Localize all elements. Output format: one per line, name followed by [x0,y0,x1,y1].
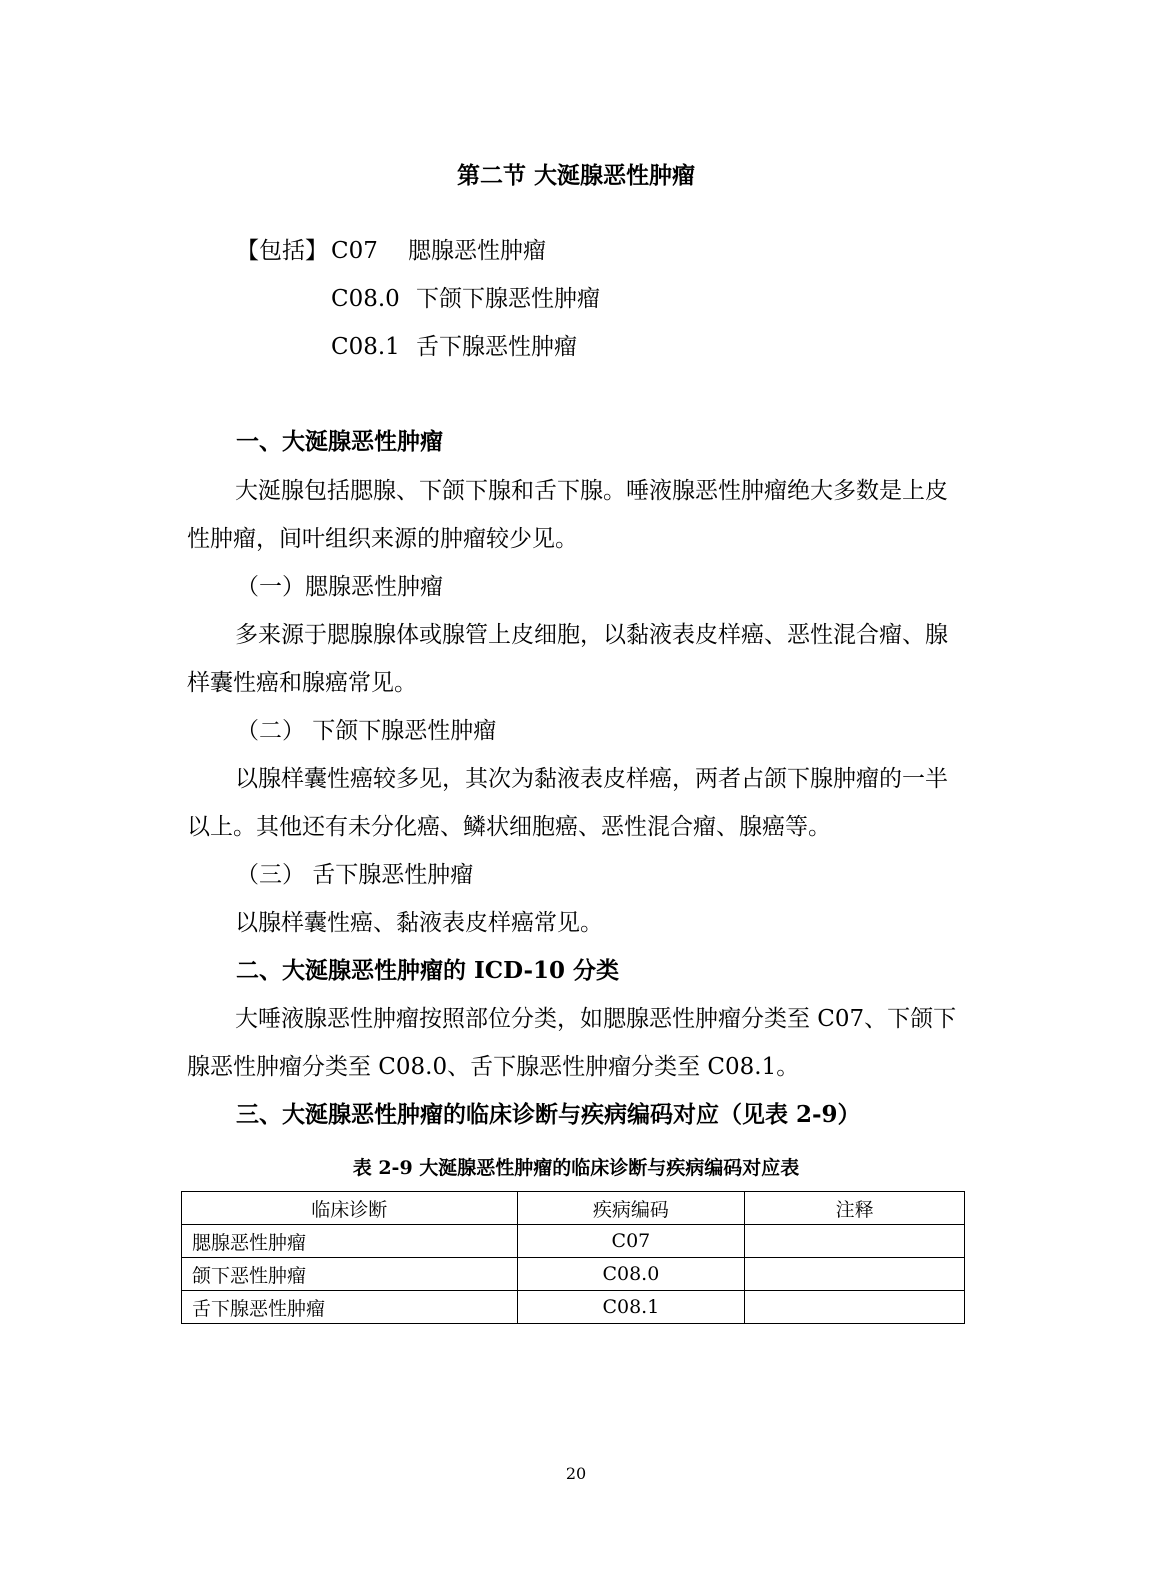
include-name-1: 腮腺恶性肿瘤 [408,238,546,264]
code-cell: C08.0 [517,1258,745,1291]
paragraph-1: 大涎腺包括腮腺、下颌下腺和舌下腺。唾液腺恶性肿瘤绝大多数是上皮性肿瘤，间叶组织来源的肿瘤较少见。 [187,478,948,552]
heading-2: 二、大涎腺恶性肿瘤的 ICD-10 分类 [236,957,620,984]
column-header-code: 疾病编码 [517,1192,745,1225]
diagnosis-cell: 舌下腺恶性肿瘤 [182,1291,518,1324]
column-header-note: 注释 [745,1192,965,1225]
table-row [182,1225,965,1258]
table-caption: 表 2-9 大涎腺恶性肿瘤的临床诊断与疾病编码对应表 [352,1157,800,1179]
page-number: 20 [565,1464,587,1483]
heading-1: 一、大涎腺恶性肿瘤 [236,428,443,455]
table-row [182,1291,965,1324]
include-code-2: C08.0 [331,286,400,312]
include-name-3: 舌下腺恶性肿瘤 [416,334,577,360]
table-row [182,1258,965,1291]
paragraph-2: 多来源于腮腺腺体或腺管上皮细胞，以黏液表皮样癌、恶性混合瘤、腺样囊性癌和腺癌常见。 [187,622,948,696]
paragraph-3: 以腺样囊性癌较多见，其次为黏液表皮样癌，两者占颌下腺肿瘤的一半以上。其他还有未分化癌、鳞状细胞癌、恶性混合瘤、腺癌等。 [187,766,948,840]
paragraph-4: 以腺样囊性癌、黏液表皮样癌常见。 [235,910,603,936]
heading-3: 三、大涎腺恶性肿瘤的临床诊断与疾病编码对应（见表 2-9） [236,1101,861,1128]
note-cell [745,1291,965,1324]
paragraph-5: 大唾液腺恶性肿瘤按照部位分类，如腮腺恶性肿瘤分类至 C07、下颌下腺恶性肿瘤分类至 C08.0、舌下腺恶性肿瘤分类至 C08.1。 [187,1006,957,1080]
diagnosis-cell: 颌下恶性肿瘤 [182,1258,518,1291]
note-cell [745,1225,965,1258]
include-label: 【包括】 [236,238,328,264]
section-title: 第二节 大涎腺恶性肿瘤 [456,162,695,189]
table-header-row [182,1192,965,1225]
include-name-2: 下颌下腺恶性肿瘤 [416,286,600,312]
diagnosis-cell: 腮腺恶性肿瘤 [182,1225,518,1258]
include-code-1: C07 [331,238,378,264]
subheading-2: （二） 下颌下腺恶性肿瘤 [236,718,497,744]
diagnosis-code-table [181,1191,965,1324]
subheading-1: （一）腮腺恶性肿瘤 [236,574,443,600]
code-cell: C07 [517,1225,745,1258]
code-cell: C08.1 [517,1291,745,1324]
note-cell [745,1258,965,1291]
column-header-diagnosis: 临床诊断 [182,1192,518,1225]
subheading-3: （三） 舌下腺恶性肿瘤 [236,862,474,888]
include-code-3: C08.1 [331,334,400,360]
